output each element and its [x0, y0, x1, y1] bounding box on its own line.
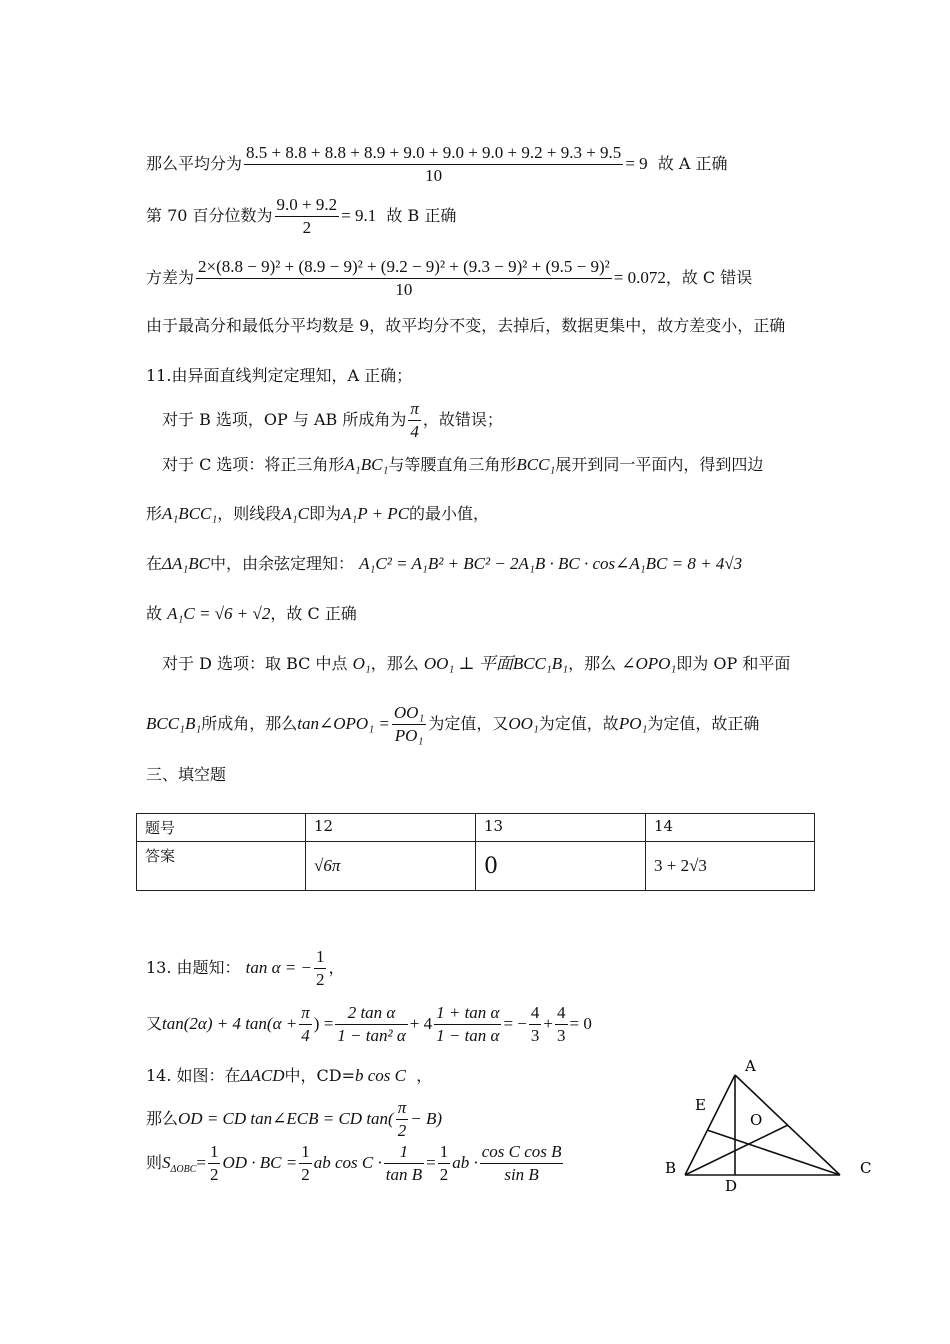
triangle-figure — [655, 1055, 885, 1195]
table-cell: 3 + 2√3 — [646, 842, 815, 891]
side-ab — [685, 1075, 735, 1175]
q11-d1: 对于 D 选项：取 BC 中点 O₁，那么 OO₁ ⊥ 平面BCC₁B₁，那么 ∠OPO₁即为 OP 和平面 — [162, 654, 791, 673]
label-d: D — [725, 1177, 738, 1195]
table-cell: 14 — [646, 814, 815, 842]
q11-a: 11.由异面直线判定定理知，A 正确； — [146, 366, 413, 385]
mean-line: 那么平均分为 $\frac{8.5 + 8.8 + 8.8 + 8.9 + 9.0 + 9.0 + 9.0 + 9.2 + 9.3 + 9.5}{10}$ = 9 故 A 正确 — [146, 143, 728, 185]
label-b: B — [665, 1159, 677, 1177]
table-cell: 13 — [476, 814, 646, 842]
q11-c2: 形A₁BCC₁，则线段A₁C即为A₁P + PC的最小值， — [146, 504, 490, 523]
mean-fraction: $\frac{8.5 + 8.8 + 8.8 + 8.9 + 9.0 + 9.0 + 9.0 + 9.2 + 9.3 + 9.5}{10}$ — [246, 143, 622, 185]
q11-b: 对于 B 选项，OP 与 AB 所成角为 $\frac{\pi}{4}$ ，故错误； — [162, 399, 503, 441]
label-o: O — [750, 1111, 763, 1129]
percentile-line: 第 70 百分位数为 $\frac{9.0 + 9.2}{2}$ = 9.1 故 B 正确 — [146, 195, 457, 237]
table-cell: 12 — [306, 814, 476, 842]
q11-c1: 对于 C 选项：将正三角形A₁BC₁与等腰直角三角形BCC₁展开到同一平面内，得到四边 — [162, 455, 764, 474]
label-c: C — [860, 1159, 872, 1177]
q14-line2: 那么OD = CD tan∠ECB = CD tan( $\frac{\pi}{2}$ − B) — [146, 1098, 443, 1140]
q14-line1: 14. 如图：在ΔACD中，CD=b cos C ， — [146, 1066, 433, 1085]
label-a: A — [745, 1057, 756, 1075]
table-header-row — [137, 814, 815, 842]
q11-c4: 故 A₁C = √6 + √2，故 C 正确 — [146, 604, 357, 623]
q11-c3: 在ΔA₁BC中，由余弦定理知： A₁C² = A₁B² + BC² − 2A₁B · BC · cos∠A₁BC = 8 + 4√3 — [146, 554, 743, 573]
table-cell: 答案 — [137, 842, 306, 891]
q11-d2: BCC₁B₁所成角，那么tan∠OPO₁ = $\frac{\text{OO₁}}{\text{PO₁}}$ 为定值，又OO₁为定值，故PO₁为定值，故正确 — [146, 703, 760, 745]
answer-table — [136, 813, 815, 891]
percentile-fraction: $\frac{9.0 + 9.2}{2}$ — [276, 195, 338, 237]
table-cell: 题号 — [137, 814, 306, 842]
table-row — [137, 842, 815, 891]
section-heading: 三、填空题 — [146, 765, 227, 784]
variance-line: 方差为 2×(8.8 − 9)² + (8.9 − 9)² + (9.2 − 9)² + (9.3 − 9)² + (9.5 − 9)² 10 = 0.072，故 C 错误 — [146, 257, 753, 299]
q13-line2: 又tan(2α) + 4 tan(α + $\frac{\pi}{4}$ ) = $\frac{\text{2 tan α}}{\text{1 − tan² α}}$ + 4 $\frac{\text{1 + tan α}}{\text{1 − tan α}}$ = − $\frac{4}{3}$ + $\frac{4}{3}$ = 0 — [146, 1003, 592, 1045]
q13-line1: 13. 由题知： tan α = − $\frac{1}{2}$ ， — [146, 947, 345, 989]
mean-label: 那么平均分为 — [146, 154, 243, 173]
variance-fraction: 2×(8.8 − 9)² + (8.9 − 9)² + (9.2 − 9)² + (9.3 − 9)² + (9.5 − 9)² 10 — [198, 257, 610, 299]
label-e: E — [695, 1096, 706, 1114]
segment-ce — [707, 1130, 840, 1175]
table-cell: √6π — [306, 842, 476, 891]
segment-bo — [685, 1125, 788, 1175]
q14-line3: 则$S_{\Delta OBC}=$ $\frac{1}{2}$ OD · BC = $\frac{1}{2}$ ab cos C · $\frac{1}{\text{tan B}}$ = $\frac{1}{2}$ ab · $\frac{\text{cos C cos B}}{\text{sin B}}$ — [146, 1142, 562, 1184]
conclusion-line: 由于最高分和最低分平均数是 9，故平均分不变，去掉后，数据更集中，故方差变小，正确 — [146, 316, 786, 335]
table-cell: 0 — [476, 842, 646, 891]
